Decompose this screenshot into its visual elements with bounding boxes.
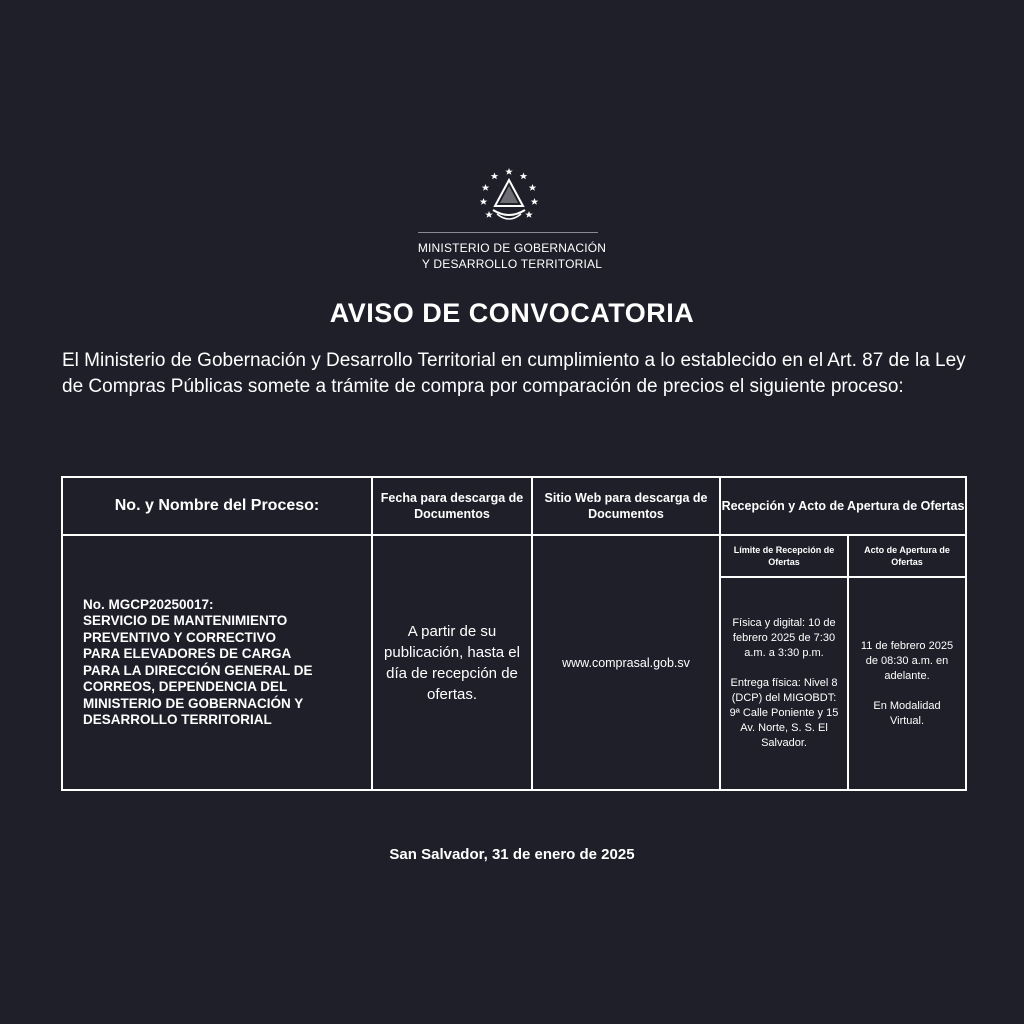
process-table (61, 476, 967, 791)
process-name-line: DESARROLLO TERRITORIAL (83, 712, 272, 727)
reception-limit-cell (720, 577, 848, 790)
header-process: No. y Nombre del Proceso: (62, 477, 372, 535)
process-name-line: MINISTERIO DE GOBERNACIÓN Y (83, 695, 304, 711)
ministry-line-1: MINISTERIO DE GOBERNACIÓN (417, 241, 607, 255)
opening-mode-text: En Modalidad Virtual. (873, 699, 941, 727)
process-name-line: PARA LA DIRECCIÓN GENERAL DE (83, 662, 313, 678)
header-divider (418, 232, 598, 233)
header-reception: Recepción y Acto de Apertura de Ofertas (720, 477, 966, 535)
page-title: AVISO DE CONVOCATORIA (329, 298, 695, 328)
header-download-date: Fecha para descarga de Documentos (372, 477, 532, 535)
coat-of-arms-icon (477, 164, 541, 228)
process-name-line: PARA ELEVADORES DE CARGA (83, 646, 292, 661)
process-name-line: SERVICIO DE MANTENIMIENTO (83, 613, 288, 628)
process-name-line: CORREOS, DEPENDENCIA DEL (83, 679, 288, 694)
process-name-cell (62, 535, 372, 790)
header-website: Sitio Web para descarga de Documentos (532, 477, 720, 535)
reception-limit-text: Física y digital: 10 de febrero 2025 de 7:30 a.m. a 3:30 p.m. (732, 617, 836, 659)
intro-paragraph: El Ministerio de Gobernación y Desarrollo Territorial en cumplimiento a lo establecido en el Art. 87 de la Ley de Compras Públicas somete a trámite de compra por comparación de precios el siguiente proceso: (62, 350, 966, 397)
website-link[interactable]: www.comprasal.gob.sv (532, 535, 720, 790)
process-number: No. MGCP20250017: (83, 596, 214, 612)
opening-date-text: 11 de febrero 2025 de 08:30 a.m. en adelante. (860, 639, 954, 682)
place-date: San Salvador, 31 de enero de 2025 (389, 846, 635, 863)
reception-place-text: Entrega física: Nivel 8 (DCP) del MIGOBDT: 9ª Calle Poniente y 15 Av. Norte, S. S. El Salvador. (729, 677, 839, 749)
ministry-name (362, 240, 662, 272)
header-opening-act: Acto de Apertura de Ofertas (848, 535, 966, 577)
process-name-line: PREVENTIVO Y CORRECTIVO (83, 629, 277, 645)
opening-act-cell (848, 577, 966, 790)
download-date-cell: A partir de su publicación, hasta el día de recepción de ofertas. (372, 535, 532, 790)
ministry-line-2: Y DESARROLLO TERRITORIAL (421, 257, 603, 271)
header-reception-limit: Límite de Recepción de Ofertas (720, 535, 848, 577)
